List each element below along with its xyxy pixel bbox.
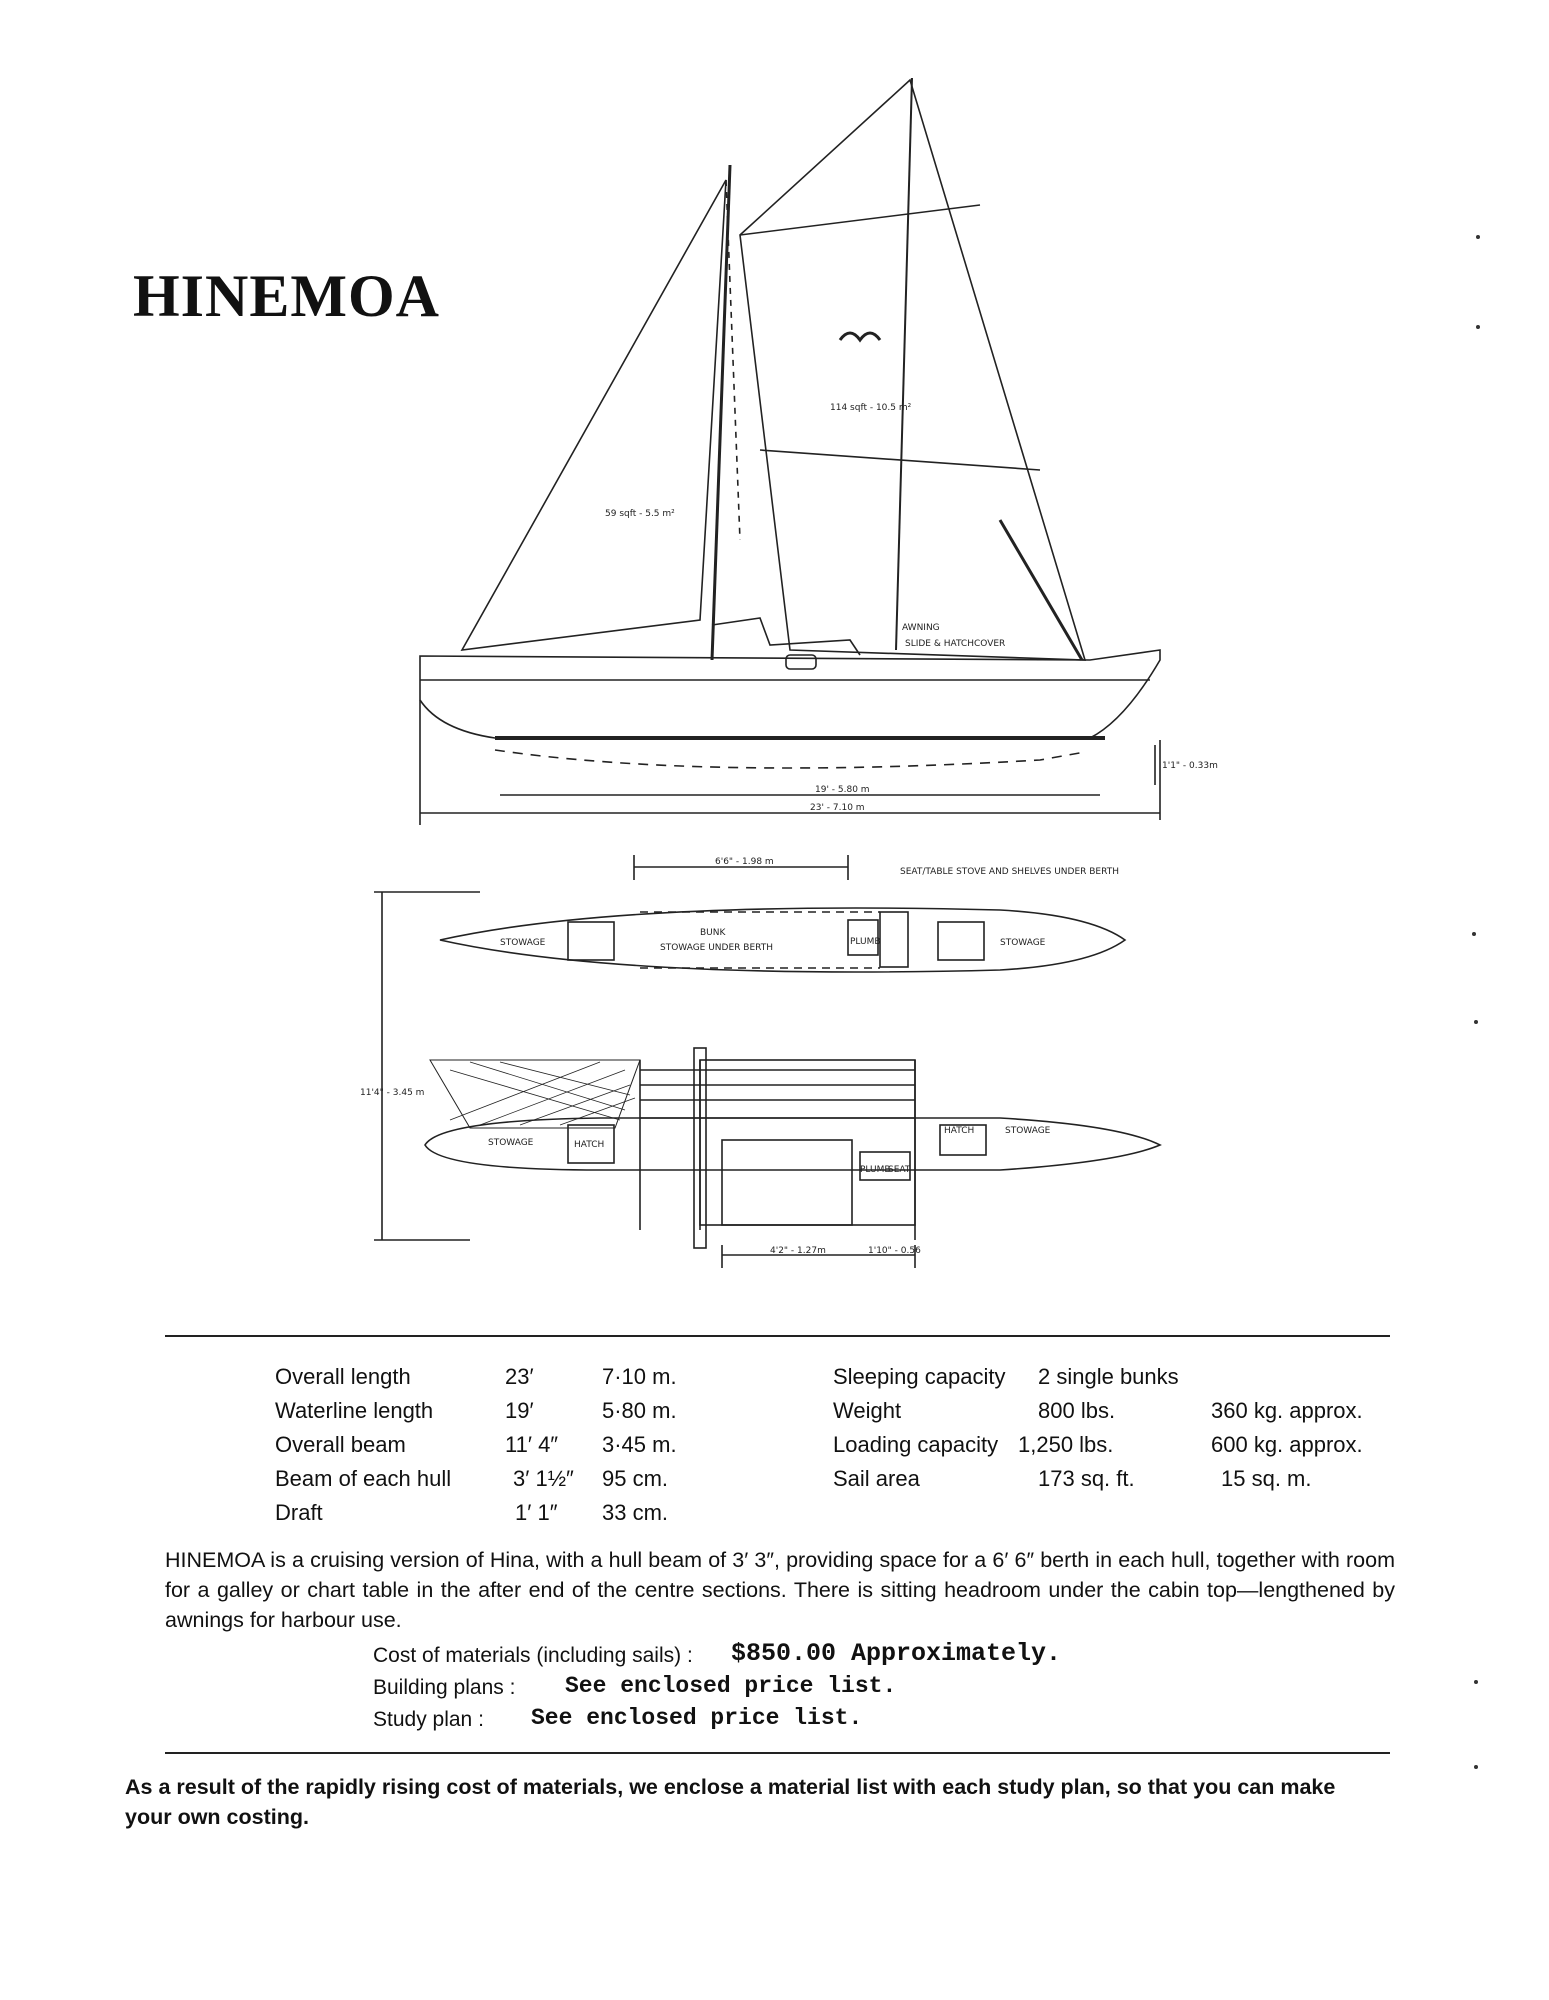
- spec-metric: 33 cm.: [602, 1500, 669, 1525]
- cost-value: See enclosed price list.: [531, 1705, 863, 1731]
- label-plumb-lower: PLUMB: [860, 1165, 891, 1175]
- dim-centre-2: 1'10" - 0.56: [868, 1246, 921, 1256]
- spec-metric: 95 cm.: [602, 1466, 669, 1491]
- specs-right: [833, 1360, 1393, 1496]
- label-stowage-aft: STOWAGE: [1000, 938, 1046, 948]
- spec-row: [275, 1496, 755, 1530]
- sail-area-jib: 59 sqft - 5.5 m²: [605, 509, 675, 519]
- spec-row: [833, 1360, 1393, 1394]
- spec-row: [833, 1394, 1393, 1428]
- margin-mark: [1472, 932, 1476, 936]
- spec-metric: 15 sq. m.: [1221, 1466, 1312, 1491]
- notice-text: As a result of the rapidly rising cost of materials, we enclose a material list with each study plan, so that you can make your own costing.: [125, 1775, 1336, 1829]
- cost-label: Cost of materials (including sails) :: [373, 1644, 693, 1667]
- label-seat-lower: SEAT: [888, 1165, 911, 1175]
- spec-label: Overall length: [275, 1364, 411, 1389]
- dim-overall: 23' - 7.10 m: [810, 803, 865, 813]
- sail-area-main: 114 sqft - 10.5 m²: [830, 403, 912, 413]
- spec-imperial: 1′ 1″: [515, 1500, 558, 1525]
- margin-mark: [1474, 1680, 1478, 1684]
- dim-beam: 11'4" - 3.45 m: [360, 1088, 425, 1098]
- margin-mark: [1476, 325, 1480, 329]
- cost-value: $850.00 Approximately.: [731, 1639, 1062, 1668]
- spec-imperial: 800 lbs.: [1038, 1398, 1116, 1423]
- margin-mark: [1474, 1020, 1478, 1024]
- label-bunk: BUNK: [700, 928, 726, 938]
- dim-berth: 6'6" - 1.98 m: [715, 857, 774, 867]
- spec-row: [275, 1428, 755, 1462]
- margin-mark: [1476, 235, 1480, 239]
- label-plumb: PLUMB: [850, 937, 881, 947]
- description-paragraph: HINEMOA is a cruising version of Hina, with a hull beam of 3′ 3″, providing space for a 6′ 6″ berth in each hull, together with room for a galley or chart table in the after end of the centre sections. There is sitting headroom under the cabin top—lengthened by awnings for harbour use.: [165, 1548, 1395, 1632]
- spec-label: Draft: [275, 1500, 323, 1525]
- page-title: HINEMOA: [133, 263, 440, 329]
- label-seat: SEAT/TABLE STOVE AND SHELVES UNDER BERTH: [900, 867, 1119, 877]
- dim-waterline: 19' - 5.80 m: [815, 785, 870, 795]
- spec-imperial: 2 single bunks: [1038, 1364, 1179, 1389]
- cost-label: Building plans :: [373, 1676, 516, 1699]
- spec-metric: 7·10 m.: [602, 1364, 677, 1389]
- label-stowage-lower: STOWAGE: [488, 1138, 534, 1148]
- spec-metric: 360 kg. approx.: [1211, 1398, 1363, 1423]
- spec-metric: 3·45 m.: [602, 1432, 677, 1457]
- dim-centre: 4'2" - 1.27m: [770, 1246, 826, 1256]
- spec-label: Overall beam: [275, 1432, 406, 1457]
- spec-imperial: 3′ 1½″: [513, 1466, 574, 1491]
- spec-row: [833, 1462, 1393, 1496]
- divider-bottom: [165, 1752, 1390, 1754]
- spec-label: Loading capacity: [833, 1432, 999, 1457]
- label-stowage-under: STOWAGE UNDER BERTH: [660, 943, 773, 953]
- spec-label: Sleeping capacity: [833, 1364, 1006, 1389]
- spec-imperial: 23′: [505, 1364, 534, 1389]
- specs-left: [275, 1360, 755, 1530]
- spec-imperial: 11′ 4″: [505, 1432, 559, 1457]
- spec-label: Waterline length: [275, 1398, 434, 1423]
- cost-label: Study plan :: [373, 1708, 484, 1731]
- spec-row: [275, 1394, 755, 1428]
- spec-label: Weight: [833, 1398, 902, 1423]
- margin-mark: [1474, 1765, 1478, 1769]
- spec-label: Beam of each hull: [275, 1466, 452, 1491]
- spec-row: [833, 1428, 1393, 1462]
- spec-imperial: 173 sq. ft.: [1038, 1466, 1135, 1491]
- spec-row: [275, 1360, 755, 1394]
- label-hatch-fwd: HATCH: [574, 1140, 605, 1150]
- label-slide: SLIDE & HATCHCOVER: [905, 639, 1006, 649]
- spec-imperial: 1,250 lbs.: [1018, 1432, 1114, 1457]
- label-hatch-aft: HATCH: [944, 1126, 975, 1136]
- spec-row: [275, 1462, 755, 1496]
- label-awning: AWNING: [902, 623, 940, 633]
- cost-value: See enclosed price list.: [565, 1673, 897, 1699]
- spec-label: Sail area: [833, 1466, 920, 1491]
- spec-metric: 600 kg. approx.: [1211, 1432, 1363, 1457]
- divider-top: [165, 1335, 1390, 1337]
- spec-imperial: 19′: [505, 1398, 534, 1423]
- dim-draft: 1'1" - 0.33m: [1162, 761, 1218, 771]
- label-stowage-fwd: STOWAGE: [500, 938, 546, 948]
- label-stowage-lower-aft: STOWAGE: [1005, 1126, 1051, 1136]
- spec-metric: 5·80 m.: [602, 1398, 677, 1423]
